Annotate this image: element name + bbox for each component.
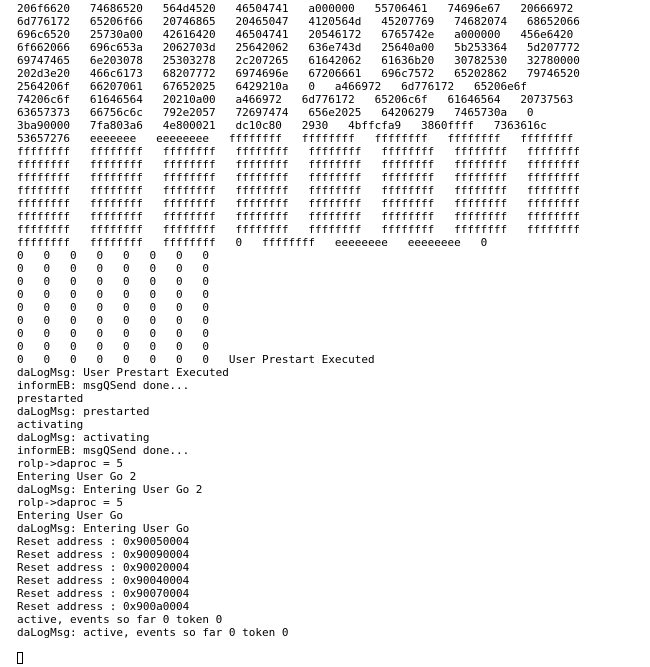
terminal-line: 0 0 0 0 0 0 0 0 bbox=[17, 275, 210, 288]
terminal-line: Reset address : 0x90020004 bbox=[17, 561, 190, 574]
terminal-line: 63657373 66756c6c 792e2057 72697474 656e2025 64206279 7465730a 0 bbox=[17, 106, 534, 119]
terminal-line: Reset address : 0x90050004 bbox=[17, 535, 190, 548]
terminal-line: Entering User Go bbox=[17, 509, 123, 522]
terminal-line: 0 0 0 0 0 0 0 0 bbox=[17, 301, 210, 314]
terminal-line: 6f662066 696c653a 2062703d 25642062 636e743d 25640a00 5b253364 5d207772 bbox=[17, 41, 580, 54]
terminal-line: daLogMsg: active, events so far 0 token 0 bbox=[17, 626, 289, 639]
terminal-output bbox=[17, 2, 580, 639]
terminal-line: 0 0 0 0 0 0 0 0 bbox=[17, 249, 210, 262]
terminal-line: 0 0 0 0 0 0 0 0 bbox=[17, 288, 210, 301]
terminal-line: activating bbox=[17, 418, 84, 431]
terminal-line: 206f6620 74686520 564d4520 46504741 a000000 55706461 74696e67 20666972 bbox=[17, 2, 574, 15]
terminal-line: 202d3e20 466c6173 68207772 6974696e 67206661 696c7572 65202862 79746520 bbox=[17, 67, 580, 80]
terminal-line: 53657276 eeeeeee eeeeeeee ffffffff ffffffff ffffffff ffffffff ffffffff bbox=[17, 132, 574, 145]
terminal-line: Reset address : 0x90090004 bbox=[17, 548, 190, 561]
terminal-line: ffffffff ffffffff ffffffff ffffffff ffffffff ffffffff ffffffff ffffffff bbox=[17, 184, 580, 197]
terminal-line: 696c6520 25730a00 42616420 46504741 20546172 6765742e a000000 456e6420 bbox=[17, 28, 574, 41]
terminal-line: informEB: msgQSend done... bbox=[17, 379, 190, 392]
terminal-line: daLogMsg: activating bbox=[17, 431, 150, 444]
terminal-line: 3ba90000 7fa803a6 4e800021 dc10c80 2930 4bffcfa9 3860ffff 7363616c bbox=[17, 119, 547, 132]
terminal-line: ffffffff ffffffff ffffffff 0 ffffffff eeeeeeee eeeeeeee 0 bbox=[17, 236, 488, 249]
terminal-line: 69747465 6e203078 25303278 2c207265 61642062 61636b20 30782530 32780000 bbox=[17, 54, 580, 67]
terminal-line: ffffffff ffffffff ffffffff ffffffff ffffffff ffffffff ffffffff ffffffff bbox=[17, 158, 580, 171]
terminal-line: ffffffff ffffffff ffffffff ffffffff ffffffff ffffffff ffffffff ffffffff bbox=[17, 197, 580, 210]
terminal-line: 0 0 0 0 0 0 0 0 bbox=[17, 262, 210, 275]
text-cursor bbox=[17, 652, 23, 664]
terminal-line: rolp->daproc = 5 bbox=[17, 457, 123, 470]
terminal-line: 0 0 0 0 0 0 0 0 bbox=[17, 327, 210, 340]
terminal-line: active, events so far 0 token 0 bbox=[17, 613, 223, 626]
terminal-line: 0 0 0 0 0 0 0 0 bbox=[17, 314, 210, 327]
terminal-line: ffffffff ffffffff ffffffff ffffffff ffffffff ffffffff ffffffff ffffffff bbox=[17, 171, 580, 184]
terminal-line: ffffffff ffffffff ffffffff ffffffff ffffffff ffffffff ffffffff ffffffff bbox=[17, 210, 580, 223]
terminal-line: ffffffff ffffffff ffffffff ffffffff ffffffff ffffffff ffffffff ffffffff bbox=[17, 145, 580, 158]
terminal-line: informEB: msgQSend done... bbox=[17, 444, 190, 457]
terminal-line: rolp->daproc = 5 bbox=[17, 496, 123, 509]
terminal-line: Entering User Go 2 bbox=[17, 470, 137, 483]
terminal-line: 6d776172 65206f66 20746865 20465047 4120564d 45207769 74682074 68652066 bbox=[17, 15, 580, 28]
terminal-line: Reset address : 0x90070004 bbox=[17, 587, 190, 600]
terminal-line: prestarted bbox=[17, 392, 84, 405]
terminal-line: ffffffff ffffffff ffffffff ffffffff ffffffff ffffffff ffffffff ffffffff bbox=[17, 223, 580, 236]
terminal-line: Reset address : 0x900a0004 bbox=[17, 600, 190, 613]
terminal-line: daLogMsg: prestarted bbox=[17, 405, 150, 418]
terminal-line: daLogMsg: Entering User Go 2 bbox=[17, 483, 203, 496]
terminal-line: 0 0 0 0 0 0 0 0 bbox=[17, 340, 210, 353]
terminal-line: daLogMsg: Entering User Go bbox=[17, 522, 190, 535]
terminal-line: 74206c6f 61646564 20210a00 a466972 6d776172 65206c6f 61646564 20737563 bbox=[17, 93, 574, 106]
terminal-line: 0 0 0 0 0 0 0 0 User Prestart Executed bbox=[17, 353, 375, 366]
terminal-line: Reset address : 0x90040004 bbox=[17, 574, 190, 587]
terminal-line: 2564206f 66207061 67652025 6429210a 0 a466972 6d776172 65206e6f bbox=[17, 80, 527, 93]
terminal-line: daLogMsg: User Prestart Executed bbox=[17, 366, 229, 379]
